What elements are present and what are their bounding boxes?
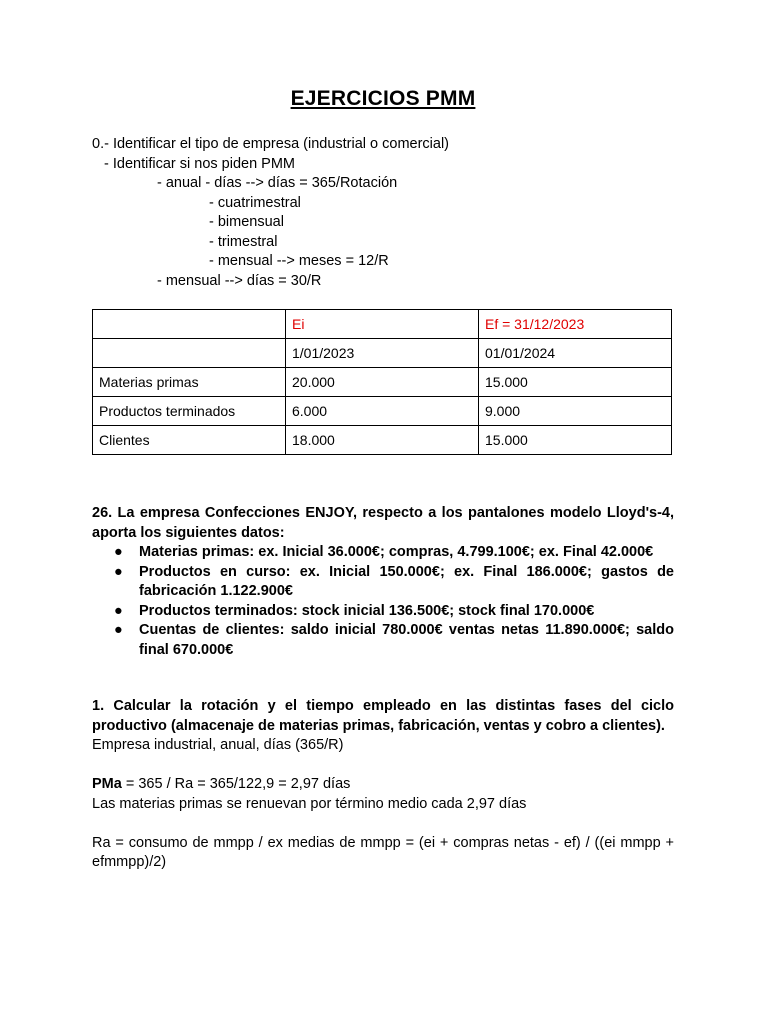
table-cell: 15.000 — [479, 368, 672, 397]
table-cell: 6.000 — [286, 397, 479, 426]
inventory-table — [92, 309, 672, 455]
pma-formula: = 365 / Ra = 365/122,9 = 2,97 días — [121, 776, 351, 792]
table-cell: Clientes — [93, 426, 286, 455]
outline-line-0: 0.- Identificar el tipo de empresa (industrial o comercial) — [92, 136, 450, 152]
table-row — [93, 368, 672, 397]
outline-line-4: - bimensual — [209, 214, 284, 230]
table-date-row — [93, 339, 672, 368]
outline-line-1: - Identificar si nos piden PMM — [104, 155, 295, 172]
spacer — [92, 756, 674, 776]
table-cell — [93, 339, 286, 368]
question-1 — [92, 697, 674, 873]
list-item-text: Cuentas de clientes: saldo inicial 780.000€ ventas netas 11.890.000€; saldo final 670.000€ — [139, 622, 674, 658]
table-cell — [93, 310, 286, 339]
procedure-outline — [92, 135, 674, 291]
bullet-icon: ● — [114, 622, 123, 638]
table-row — [93, 426, 672, 455]
list-item-text: Productos terminados: stock inicial 136.500€; stock final 170.000€ — [139, 602, 595, 619]
outline-line-2: - anual - días --> días = 365/Rotación — [157, 175, 398, 191]
list-item — [92, 621, 674, 660]
bullet-icon: ● — [114, 602, 123, 619]
table-header-row — [93, 310, 672, 339]
table-cell: 9.000 — [479, 397, 672, 426]
pma-label: PMa — [92, 776, 122, 792]
table-row — [93, 397, 672, 426]
list-item-text: Productos en curso: ex. Inicial 150.000€; ex. Final 186.000€; gastos de fabricación 1.122.900€ — [139, 563, 674, 599]
spacer — [92, 814, 674, 834]
table-cell: 20.000 — [286, 368, 479, 397]
outline-line-7: - mensual --> días = 30/R — [157, 272, 322, 289]
table-header-ef: Ef = 31/12/2023 — [479, 310, 672, 339]
question-heading: 1. Calcular la rotación y el tiempo empleado en las distintas fases del ciclo productivo (almacenaje de materias primas, fabricación, ventas y cobro a clientes). — [92, 698, 674, 734]
table-cell: 18.000 — [286, 426, 479, 455]
bullet-icon: ● — [114, 563, 123, 580]
table-header-ei: Ei — [286, 310, 479, 339]
list-item — [92, 563, 674, 602]
ra-formula: Ra = consumo de mmpp / ex medias de mmpp = (ei + compras netas - ef) / ((ei mmpp + efmmpp)/2) — [92, 834, 674, 870]
outline-line-3: - cuatrimestral — [209, 194, 301, 211]
table-cell: 1/01/2023 — [286, 339, 479, 368]
exercise-intro: 26. La empresa Confecciones ENJOY, respecto a los pantalones modelo Lloyd's-4, aporta los siguientes datos: — [92, 505, 674, 541]
table-cell: 15.000 — [479, 426, 672, 455]
table-cell: Materias primas — [93, 368, 286, 397]
outline-line-5: - trimestral — [209, 233, 278, 250]
pma-note: Las materias primas se renuevan por término medio cada 2,97 días — [92, 795, 527, 812]
exercise-data-list — [92, 543, 674, 660]
table-cell: Productos terminados — [93, 397, 286, 426]
pma-line — [92, 775, 674, 795]
table-cell: 01/01/2024 — [479, 339, 672, 368]
document-title: EJERCICIOS PMM — [290, 87, 476, 110]
list-item — [92, 602, 674, 622]
company-type-line: Empresa industrial, anual, días (365/R) — [92, 737, 344, 753]
bullet-icon: ● — [114, 544, 123, 560]
list-item-text: Materias primas: ex. Inicial 36.000€; compras, 4.799.100€; ex. Final 42.000€ — [139, 544, 654, 560]
exercise-26 — [92, 504, 674, 660]
outline-line-6: - mensual --> meses = 12/R — [209, 253, 389, 269]
list-item — [92, 543, 674, 563]
